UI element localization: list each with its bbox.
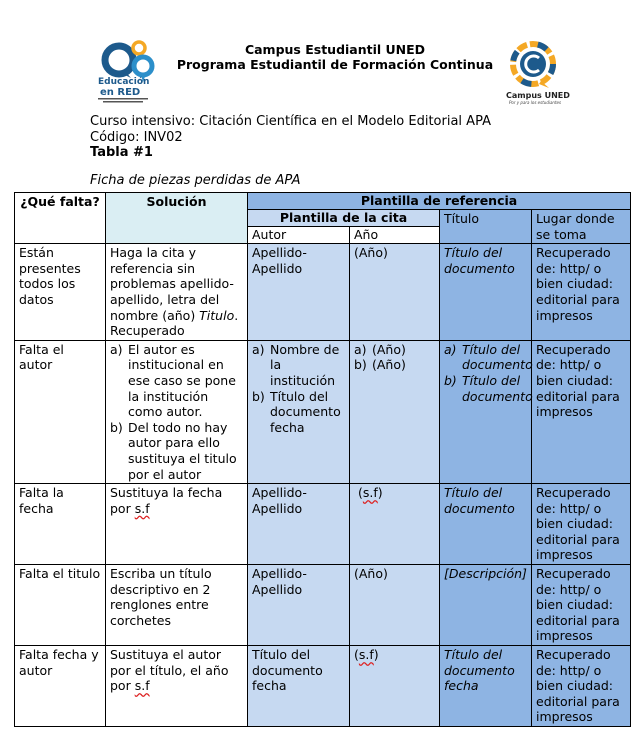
list-item: a) (Año)	[354, 341, 406, 357]
logo-line1: Educación	[98, 77, 150, 87]
document-title	[170, 42, 500, 72]
speech-bubbles-logo-icon	[95, 40, 165, 104]
cell-title: [Descripción]	[440, 565, 532, 646]
cell-solution	[106, 340, 248, 483]
cell-author: Apellido-Apellido	[248, 244, 350, 341]
cell-author: Título del documento fecha	[248, 646, 350, 727]
cell-year: (Año)	[350, 244, 440, 341]
title-list	[444, 341, 533, 404]
cell-solution: Escriba un título descriptivo en 2 renglones entre corchetes	[106, 565, 248, 646]
list-item: a) Título del documento	[444, 341, 533, 373]
header-reference-template: Plantilla de referencia	[248, 193, 631, 210]
solution-italic: Titulo	[199, 307, 235, 323]
spellcheck-flag: s.f	[362, 485, 378, 501]
cell-year: (Año)	[350, 565, 440, 646]
header-citation-template: Plantilla de la cita	[248, 210, 440, 227]
cell-missing: Están presentes todos los datos	[15, 244, 106, 341]
cell-title: Título del documento	[440, 484, 532, 565]
cell-title	[440, 340, 532, 483]
list-item: b) (Año)	[354, 357, 406, 373]
logo-line2: en RED	[100, 87, 141, 98]
spellcheck-flag: s.f	[134, 678, 150, 694]
solution-list	[110, 342, 243, 482]
list-item: b) Título del documento fecha	[252, 388, 341, 435]
table-label: Tabla #1	[90, 145, 153, 160]
cell-solution	[106, 244, 248, 341]
table-row	[15, 565, 631, 646]
list-item: a) Nombre de la institución	[252, 341, 340, 388]
solution-text: Haga la cita y referencia sin problemas apellido-apellido, letra del nombre (año)	[110, 245, 234, 323]
cell-year: (s.f)	[350, 484, 440, 565]
cell-missing: Falta el titulo	[15, 565, 106, 646]
title-line1: Campus Estudiantil UNED	[244, 42, 426, 57]
cell-year	[350, 340, 440, 483]
list-item: a) El autor es institucional en ese caso se pone la institución como autor.	[110, 341, 236, 420]
cell-year: (s.f)	[350, 646, 440, 727]
header-solution: Solución	[106, 193, 248, 244]
author-list	[252, 342, 345, 436]
educacion-en-red-logo	[95, 40, 165, 104]
cell-missing: Falta el autor	[15, 340, 106, 483]
header-year: Año	[350, 227, 440, 244]
cell-author: Apellido-Apellido	[248, 484, 350, 565]
logo-right-tagline: Por y para los estudiantes	[509, 100, 562, 105]
cell-place: Recuperado de: http/ o bien ciudad: editorial para impresos	[532, 484, 631, 565]
cell-place: Recuperado de: http/ o bien ciudad: editorial para impresos	[532, 244, 631, 341]
table-row	[15, 484, 631, 565]
table-row	[15, 244, 631, 341]
title-line2: Programa Estudiantil de Formación Continua	[176, 57, 494, 72]
year-list	[354, 342, 435, 373]
apa-missing-pieces-table	[14, 192, 631, 727]
header-author: Autor	[248, 227, 350, 244]
spellcheck-flag: s.f	[358, 647, 374, 663]
cell-place: Recuperado de: http/ o bien ciudad: editorial para impresos	[532, 340, 631, 483]
campus-uned-logo-icon	[503, 40, 570, 106]
table-row	[15, 340, 631, 483]
course-code: Código: INV02	[90, 129, 183, 145]
campus-uned-logo	[503, 40, 570, 106]
header-place: Lugar donde se toma	[532, 210, 631, 244]
solution-text-end: . Recuperado	[110, 307, 239, 339]
cell-place: Recuperado de: http/ o bien ciudad: editorial para impresos	[532, 565, 631, 646]
table-row	[15, 646, 631, 727]
cell-author	[248, 340, 350, 483]
spellcheck-flag: s.f	[134, 500, 150, 516]
header-missing: ¿Qué falta?	[15, 193, 106, 244]
list-item: b) Título del documento	[444, 372, 533, 404]
course-name: Curso intensivo: Citación Científica en el Modelo Editorial APA	[90, 114, 491, 129]
cell-missing: Falta la fecha	[15, 484, 106, 565]
cell-missing: Falta fecha y autor	[15, 646, 106, 727]
header-title: Título	[440, 210, 532, 244]
cell-solution: Sustituya la fecha por s.f	[106, 484, 248, 565]
cell-title: Título del documento	[440, 244, 532, 341]
course-info	[90, 114, 491, 161]
cell-title: Título del documento fecha	[440, 646, 532, 727]
list-item: b) Del todo no hay autor para ello sustituya el titulo por el autor	[110, 419, 237, 482]
cell-place: Recuperado de: http/ o bien ciudad: editorial para impresos	[532, 646, 631, 727]
table-caption: Ficha de piezas perdidas de APA	[90, 173, 301, 188]
cell-author: Apellido-Apellido	[248, 565, 350, 646]
cell-solution: Sustituya el autor por el título, el año por s.f	[106, 646, 248, 727]
logo-right-name: Campus UNED	[506, 91, 570, 100]
